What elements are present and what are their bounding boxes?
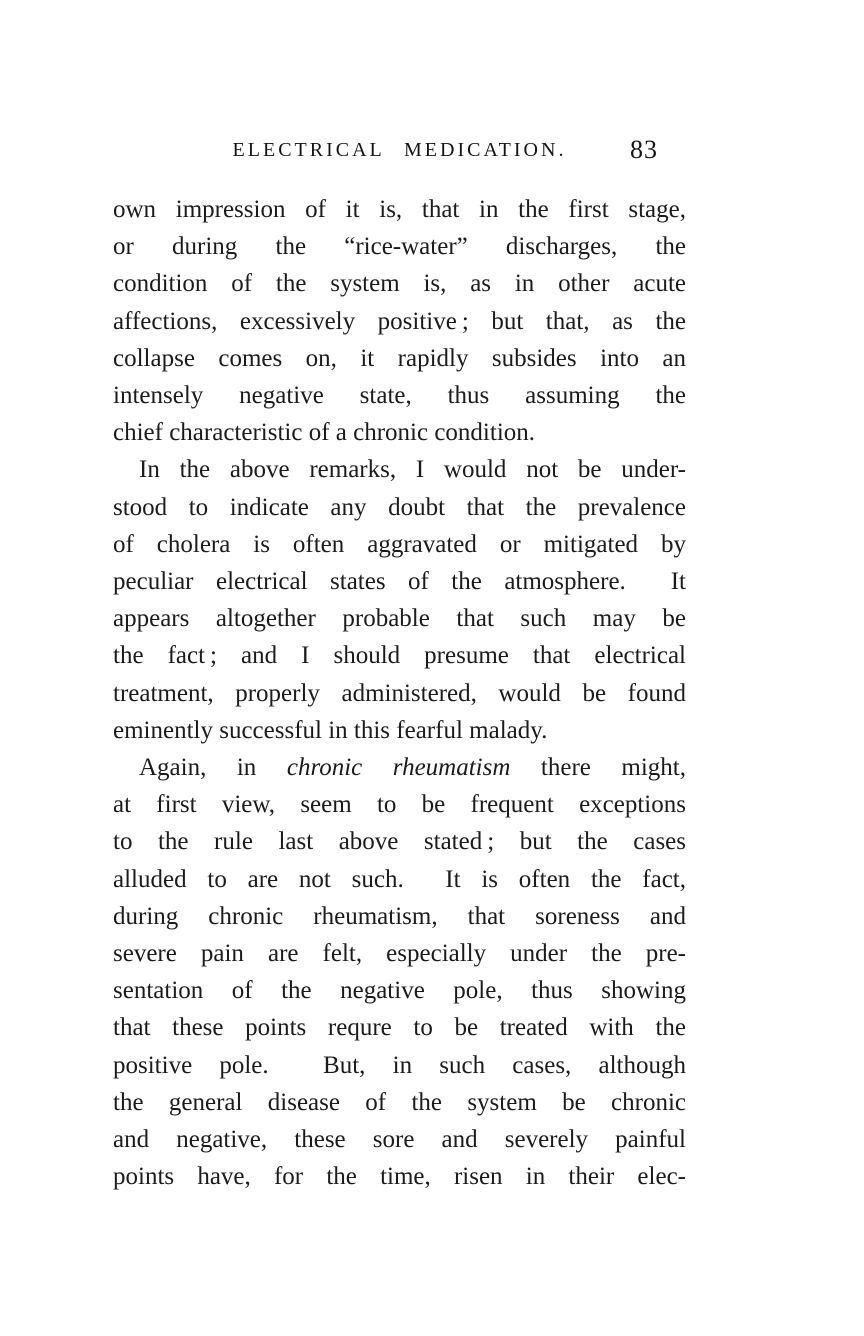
page-header [113, 135, 686, 169]
text-segment: Again, in [139, 754, 287, 782]
text-line: the fact ; and I should presume that electrical [113, 642, 686, 670]
text-line: affections, excessively positive ; but that, as the [113, 307, 686, 335]
paragraph [113, 749, 686, 1195]
text-line: to the rule last above stated ; but the cases [113, 828, 686, 856]
text-line: severe pain are felt, especially under the pre- [113, 940, 686, 968]
text-line: and negative, these sore and severely painful [113, 1126, 686, 1154]
italic-phrase: chronic rheumatism [286, 754, 511, 782]
text-line: chief characteristic of a chronic condition. [113, 419, 536, 447]
paragraph [113, 451, 686, 749]
text-line: collapse comes on, it rapidly subsides into an [113, 344, 686, 372]
text-line: of cholera is often aggravated or mitigated by [113, 530, 686, 558]
text-line: sentation of the negative pole, thus showing [113, 977, 686, 1005]
text-line: points have, for the time, risen in their elec- [113, 1163, 686, 1191]
page-body [113, 191, 686, 1195]
text-line: condition of the system is, as in other acute [113, 270, 686, 298]
text-line: peculiar electrical states of the atmosphere. It [113, 568, 686, 596]
running-title: ELECTRICAL MEDICATION. [232, 139, 567, 161]
text-line [113, 749, 686, 786]
text-line: alluded to are not such. It is often the fact, [113, 865, 686, 893]
page-number: 83 [630, 135, 658, 164]
text-line: treatment, properly administered, would be found [113, 679, 686, 707]
text-line: eminently successful in this fearful malady. [113, 716, 548, 744]
text-line: appears altogether probable that such may be [113, 605, 686, 633]
text-line: positive pole. But, in such cases, although [113, 1051, 686, 1079]
text-line: during chronic rheumatism, that soreness and [113, 902, 686, 930]
paragraph [113, 191, 686, 451]
text-line: at first view, seem to be frequent exceptions [113, 791, 686, 819]
text-line: stood to indicate any doubt that the prevalence [113, 493, 686, 521]
text-line: intensely negative state, thus assuming the [113, 382, 686, 410]
text-line: In the above remarks, I would not be under- [139, 456, 686, 484]
text-line: or during the “rice-water” discharges, the [113, 233, 686, 261]
text-line: the general disease of the system be chronic [113, 1088, 686, 1116]
text-line: own impression of it is, that in the first stage, [113, 196, 686, 223]
text-segment: there might, [510, 754, 686, 782]
text-line: that these points requre to be treated with the [113, 1014, 686, 1042]
